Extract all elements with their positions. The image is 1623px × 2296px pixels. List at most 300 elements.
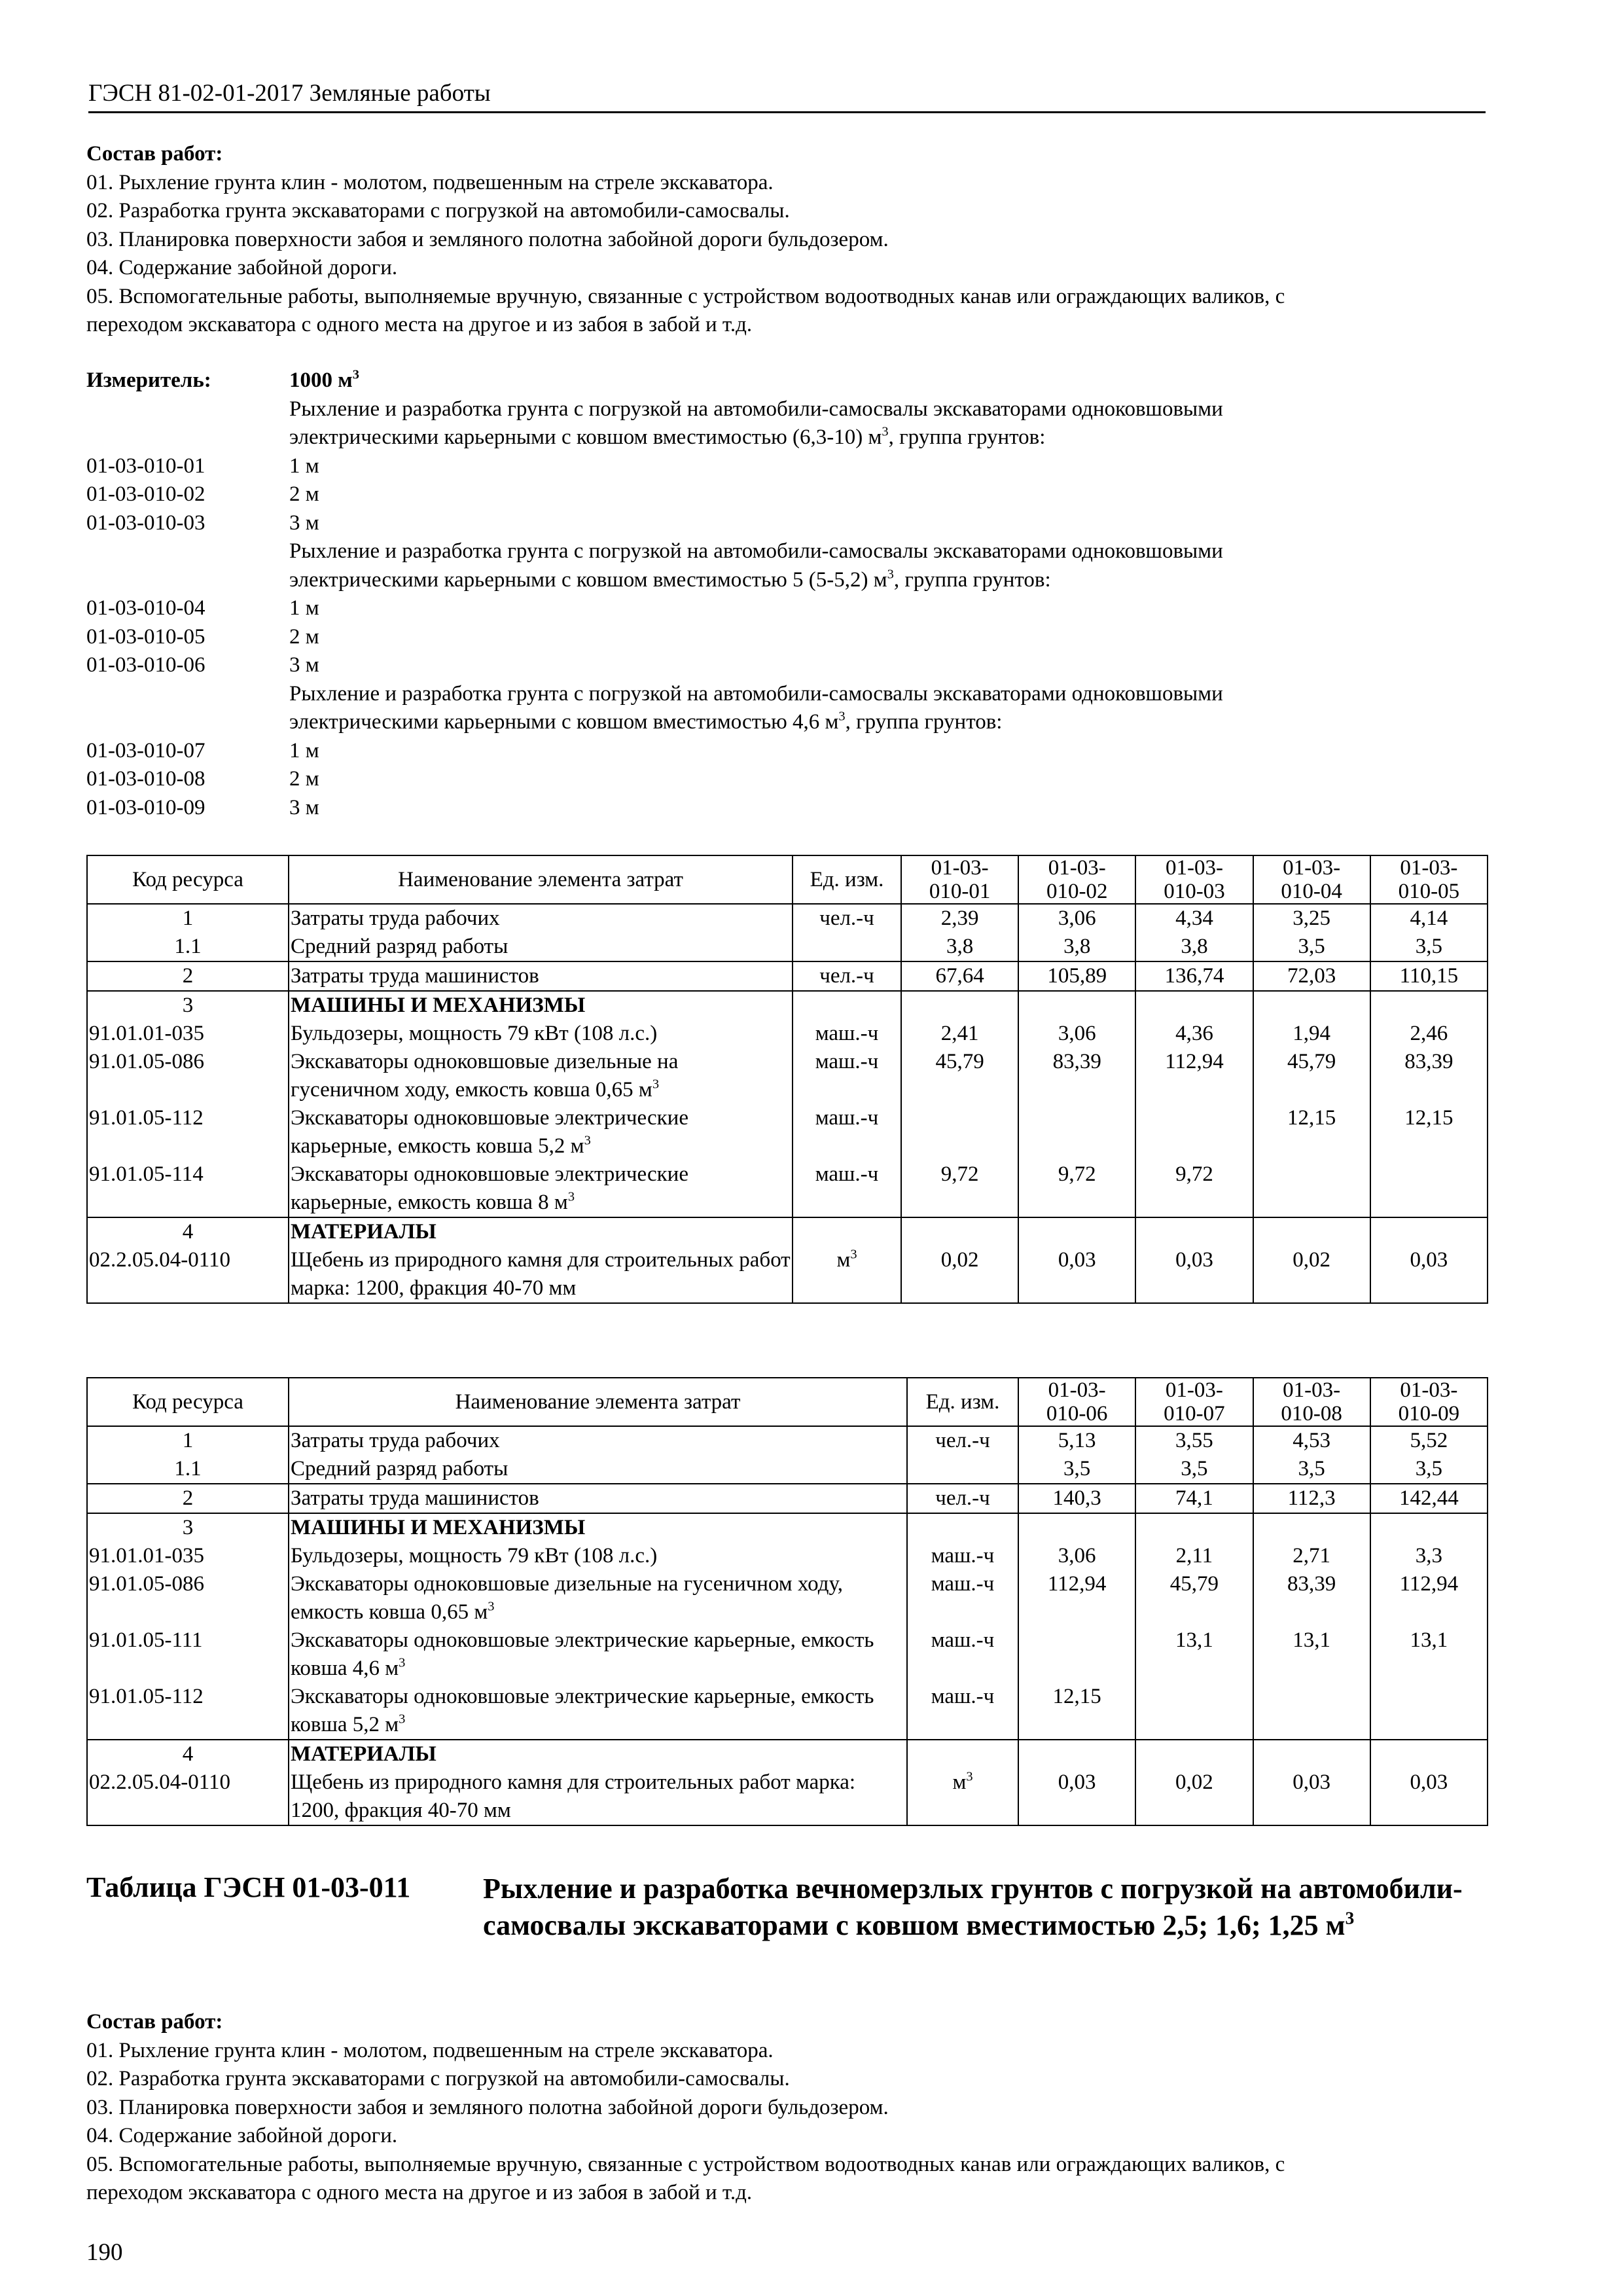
col-header-rate: 01-03- 010-08 — [1253, 1378, 1370, 1426]
cell-name-text: МАТЕРИАЛЫ — [291, 1220, 437, 1244]
cell-name — [289, 1484, 907, 1513]
rate-code: 01-03-010-09 — [86, 795, 205, 819]
cell-unit — [793, 1160, 901, 1217]
cell-value: 136,74 — [1135, 961, 1253, 991]
table-row — [87, 1455, 1488, 1484]
cell-unit-text: маш.-ч — [815, 1050, 879, 1073]
cell-unit-text: м — [952, 1770, 967, 1794]
composition-list — [86, 2037, 1487, 2208]
cell-value: 2,46 — [1370, 1020, 1488, 1048]
cell-code: 02.2.05.04-0110 — [87, 1246, 289, 1303]
cell-name-text: Средний разряд работы — [291, 1457, 508, 1480]
rate-group-description — [86, 708, 1487, 737]
cell-code: 91.01.05-114 — [87, 1160, 289, 1217]
cell-value: 2,71 — [1253, 1542, 1370, 1570]
table-row — [87, 1104, 1488, 1160]
composition-item: 02. Разработка грунта экскаваторами с погрузкой на автомобили-самосвалы. — [86, 199, 790, 223]
cell-name — [289, 1426, 907, 1455]
cell-unit — [907, 1768, 1018, 1825]
rate-text-after: , группа грунтов: — [845, 710, 1003, 734]
rate-code — [86, 423, 289, 452]
table-row — [87, 1020, 1488, 1048]
rate-text — [289, 623, 1487, 652]
cell-unit-text: м — [836, 1248, 851, 1272]
cell-name — [289, 904, 793, 933]
cell-unit-text: маш.-ч — [815, 1162, 879, 1186]
table-row — [87, 1217, 1488, 1246]
cell-value: 45,79 — [1253, 1048, 1370, 1104]
rate-text — [289, 594, 1487, 623]
rate-code — [86, 566, 289, 595]
col-header-rate: 01-03- 010-02 — [1018, 855, 1135, 904]
cell-value: 112,94 — [1018, 1570, 1135, 1626]
cell-value — [1253, 1160, 1370, 1217]
cell-value: 4,34 — [1135, 904, 1253, 933]
cell-unit-text: маш.-ч — [931, 1544, 995, 1568]
cell-value: 112,94 — [1370, 1570, 1488, 1626]
cell-value — [1370, 1217, 1488, 1246]
cell-value — [1253, 1740, 1370, 1768]
rate-text — [289, 452, 1487, 481]
cell-name-text: Экскаваторы одноковшовые электрические карьерные, емкость ковша 4,6 м — [291, 1628, 874, 1680]
cell-code: 2 — [87, 961, 289, 991]
cell-unit — [793, 933, 901, 961]
cell-value: 3,5 — [1253, 1455, 1370, 1484]
cell-code: 91.01.05-112 — [87, 1104, 289, 1160]
col-header-unit: Ед. изм. — [793, 855, 901, 904]
rate-code: 01-03-010-05 — [86, 624, 205, 649]
cell-value — [1018, 1217, 1135, 1246]
cell-value: 0,02 — [1253, 1246, 1370, 1303]
cell-name-text: МАТЕРИАЛЫ — [291, 1742, 437, 1766]
cell-value: 9,72 — [1135, 1160, 1253, 1217]
cell-value: 1,94 — [1253, 1020, 1370, 1048]
cell-name — [289, 1020, 793, 1048]
rate-text — [289, 794, 1487, 823]
cell-code: 1.1 — [87, 933, 289, 961]
rate-code — [86, 680, 289, 709]
cell-unit — [793, 1020, 901, 1048]
cell-name-sup: 3 — [399, 1712, 406, 1727]
composition-item: 04. Содержание забойной дороги. — [86, 256, 398, 279]
rate-text — [289, 537, 1487, 566]
cell-unit-text: маш.-ч — [815, 1106, 879, 1130]
table-row — [87, 1513, 1488, 1542]
cell-code: 3 — [87, 991, 289, 1020]
rate-text — [289, 509, 1487, 538]
rate-code: 01-03-010-06 — [86, 653, 205, 677]
cell-name — [289, 1217, 793, 1246]
cell-name — [289, 1455, 907, 1484]
cell-value: 0,02 — [1135, 1768, 1253, 1825]
rate-text — [289, 680, 1487, 709]
rate-text-main: 1 м — [289, 738, 319, 762]
rate-text-sup: 3 — [887, 567, 894, 582]
measure-label: Измеритель: — [86, 368, 211, 392]
cell-value — [1135, 1683, 1253, 1740]
cell-value — [901, 991, 1018, 1020]
rate-text-main: электрическими карьерными с ковшом вместимостью 5 (5-5,2) м — [289, 567, 887, 592]
composition-title: Состав работ: — [86, 142, 223, 166]
composition-item: 03. Планировка поверхности забоя и земляного полотна забойной дороги бульдозером. — [86, 2095, 889, 2119]
cell-name-text: Затраты труда машинистов — [291, 1486, 539, 1510]
cell-name-text: МАШИНЫ И МЕХАНИЗМЫ — [291, 994, 586, 1017]
rate-text — [289, 651, 1487, 680]
rate-code — [86, 708, 289, 737]
rate-text-main: 3 м — [289, 511, 319, 535]
cell-value: 72,03 — [1253, 961, 1370, 991]
composition-title: Состав работ: — [86, 2010, 223, 2034]
cell-name-text: Щебень из природного камня для строительных работ марка: 1200, фракция 40-70 мм — [291, 1770, 856, 1822]
rate-item — [86, 794, 1487, 823]
cell-value: 12,15 — [1018, 1683, 1135, 1740]
cell-value: 5,13 — [1018, 1426, 1135, 1455]
rate-code: 01-03-010-03 — [86, 511, 205, 535]
composition-item: 04. Содержание забойной дороги. — [86, 2124, 398, 2147]
cell-value — [1135, 991, 1253, 1020]
cell-value: 9,72 — [1018, 1160, 1135, 1217]
cell-name-text: Затраты труда рабочих — [291, 1429, 500, 1452]
rate-text-main: 2 м — [289, 624, 319, 649]
rate-items-list — [86, 395, 1487, 823]
cell-value — [1018, 1626, 1135, 1683]
cell-name — [289, 1570, 907, 1626]
cell-name-text: Щебень из природного камня для строительных работ марка: 1200, фракция 40-70 мм — [291, 1248, 791, 1300]
cell-unit — [907, 1484, 1018, 1513]
rate-text — [289, 737, 1487, 766]
cell-value: 45,79 — [1135, 1570, 1253, 1626]
cell-code: 02.2.05.04-0110 — [87, 1768, 289, 1825]
cell-value — [1370, 1513, 1488, 1542]
page-number: 190 — [86, 2239, 123, 2266]
rate-group-description — [86, 423, 1487, 452]
table-row — [87, 1570, 1488, 1626]
table-row — [87, 1426, 1488, 1455]
rate-text — [289, 765, 1487, 794]
rate-item — [86, 737, 1487, 766]
rate-text-main: 1 м — [289, 596, 319, 620]
rate-code: 01-03-010-08 — [86, 767, 205, 791]
cell-unit — [793, 1048, 901, 1104]
cell-value: 12,15 — [1370, 1104, 1488, 1160]
cell-name-text: Средний разряд работы — [291, 935, 508, 958]
cell-name-text: Экскаваторы одноковшовые электрические карьерные, емкость ковша 8 м — [291, 1162, 688, 1214]
cell-name-sup: 3 — [399, 1655, 406, 1670]
cell-value: 3,25 — [1253, 904, 1370, 933]
cell-unit — [907, 1740, 1018, 1768]
cell-value — [1018, 1104, 1135, 1160]
cell-code: 1.1 — [87, 1455, 289, 1484]
cell-value: 4,36 — [1135, 1020, 1253, 1048]
cell-value: 0,03 — [1253, 1768, 1370, 1825]
cell-unit — [907, 1426, 1018, 1455]
cell-value: 140,3 — [1018, 1484, 1135, 1513]
composition-item: 02. Разработка грунта экскаваторами с погрузкой на автомобили-самосвалы. — [86, 2067, 790, 2090]
table-row — [87, 1160, 1488, 1217]
cell-name-text: Затраты труда машинистов — [291, 964, 539, 988]
cell-value — [1018, 991, 1135, 1020]
cell-value: 83,39 — [1253, 1570, 1370, 1626]
rate-text — [289, 480, 1487, 509]
cell-name — [289, 933, 793, 961]
cell-value: 45,79 — [901, 1048, 1018, 1104]
cell-unit — [793, 1246, 901, 1303]
table-row — [87, 1048, 1488, 1104]
cell-name — [289, 1160, 793, 1217]
cell-unit-sup: 3 — [850, 1247, 857, 1262]
cell-code: 1 — [87, 1426, 289, 1455]
cell-unit — [793, 1217, 901, 1246]
cell-value: 3,8 — [1135, 933, 1253, 961]
cell-unit-sup: 3 — [966, 1769, 973, 1784]
table-row — [87, 1542, 1488, 1570]
rate-group-description — [86, 537, 1487, 566]
cell-code: 1 — [87, 904, 289, 933]
cell-unit-text: маш.-ч — [931, 1572, 995, 1596]
table-row — [87, 1246, 1488, 1303]
cell-name — [289, 1048, 793, 1104]
cell-value — [1370, 991, 1488, 1020]
cell-unit-text: маш.-ч — [815, 1022, 879, 1045]
cell-name-text: Бульдозеры, мощность 79 кВт (108 л.с.) — [291, 1544, 658, 1568]
table-number: Таблица ГЭСН 01-03-011 — [86, 1871, 411, 1903]
cell-value: 4,53 — [1253, 1426, 1370, 1455]
rate-text-after: , группа грунтов: — [888, 425, 1046, 449]
col-header-rate: 01-03- 010-05 — [1370, 855, 1488, 904]
cell-code: 4 — [87, 1217, 289, 1246]
cell-value: 83,39 — [1370, 1048, 1488, 1104]
cell-unit-text: маш.-ч — [931, 1628, 995, 1652]
cell-value: 3,55 — [1135, 1426, 1253, 1455]
rate-group-description — [86, 680, 1487, 709]
cell-value: 0,02 — [901, 1246, 1018, 1303]
rate-text-main: электрическими карьерными с ковшом вместимостью 4,6 м — [289, 710, 839, 734]
table-row — [87, 961, 1488, 991]
rate-item — [86, 765, 1487, 794]
cell-code: 91.01.05-111 — [87, 1626, 289, 1683]
rate-code: 01-03-010-07 — [86, 738, 205, 762]
cell-name — [289, 991, 793, 1020]
cell-unit-text: чел.-ч — [819, 906, 874, 930]
cell-value: 3,06 — [1018, 904, 1135, 933]
cell-name — [289, 1740, 907, 1768]
table-row — [87, 991, 1488, 1020]
col-header-rate: 01-03- 010-01 — [901, 855, 1018, 904]
cell-name-text: Бульдозеры, мощность 79 кВт (108 л.с.) — [291, 1022, 658, 1045]
cell-unit-text: чел.-ч — [935, 1486, 990, 1510]
cell-code: 91.01.05-086 — [87, 1570, 289, 1626]
cell-value — [901, 1104, 1018, 1160]
cell-value: 110,15 — [1370, 961, 1488, 991]
composition-item: 01. Рыхление грунта клин - молотом, подвешенным на стреле экскаватора. — [86, 2038, 774, 2062]
col-header-name: Наименование элемента затрат — [289, 855, 793, 904]
cell-value: 0,03 — [1135, 1246, 1253, 1303]
rate-item — [86, 452, 1487, 481]
cell-name-sup: 3 — [652, 1077, 660, 1092]
cell-value: 3,5 — [1135, 1455, 1253, 1484]
rate-item — [86, 623, 1487, 652]
cell-value — [1135, 1513, 1253, 1542]
composition-list — [86, 169, 1487, 340]
table-row — [87, 1683, 1488, 1740]
cell-unit — [907, 1626, 1018, 1683]
rate-text-main: Рыхление и разработка грунта с погрузкой на автомобили-самосвалы экскаваторами одноковшовыми — [289, 539, 1223, 563]
cell-value: 0,03 — [1370, 1768, 1488, 1825]
rate-text-main: 2 м — [289, 482, 319, 506]
cell-unit — [793, 991, 901, 1020]
cell-value: 105,89 — [1018, 961, 1135, 991]
cell-value — [1135, 1217, 1253, 1246]
measure-value: 1000 $м^3$ — [289, 367, 359, 392]
cell-name-text: Затраты труда рабочих — [291, 906, 500, 930]
cell-unit — [907, 1570, 1018, 1626]
cell-code: 3 — [87, 1513, 289, 1542]
cell-unit — [907, 1455, 1018, 1484]
composition-item: 01. Рыхление грунта клин - молотом, подвешенным на стреле экскаватора. — [86, 170, 774, 194]
rate-text-main: 3 м — [289, 653, 319, 677]
cell-value — [1370, 1740, 1488, 1768]
rate-item — [86, 509, 1487, 538]
rate-text — [289, 395, 1487, 424]
measure-section — [86, 367, 1487, 822]
cell-value: 12,15 — [1253, 1104, 1370, 1160]
cell-value: 9,72 — [901, 1160, 1018, 1217]
rate-text-main: 1 м — [289, 454, 319, 478]
running-header: ГЭСН 81-02-01-2017 Земляные работы — [88, 77, 1486, 113]
cell-value: 0,03 — [1370, 1246, 1488, 1303]
cell-name-text: Экскаваторы одноковшовые электрические карьерные, емкость ковша 5,2 м — [291, 1685, 874, 1736]
table-title: Рыхление и разработка вечномерзлых грунтов с погрузкой на автомобили-самосвалы экскаваторами с ковшом вместимостью 2,5; 1,6; 1,25 $м^3$ — [483, 1873, 1463, 1941]
cell-name — [289, 1104, 793, 1160]
rate-text-sup: 3 — [882, 424, 889, 439]
cell-unit — [793, 961, 901, 991]
rate-text-main: 3 м — [289, 795, 319, 819]
table-row — [87, 1740, 1488, 1768]
cell-unit-text: чел.-ч — [935, 1429, 990, 1452]
cell-value — [1370, 1160, 1488, 1217]
cell-value — [1253, 1683, 1370, 1740]
cell-code: 91.01.01-035 — [87, 1020, 289, 1048]
cell-value: 112,3 — [1253, 1484, 1370, 1513]
rate-text-main: электрическими карьерными с ковшом вместимостью (6,3-10) м — [289, 425, 882, 449]
table-row — [87, 933, 1488, 961]
table-row — [87, 1768, 1488, 1825]
rate-text-after: , группа грунтов: — [893, 567, 1051, 592]
cell-unit-text: маш.-ч — [931, 1685, 995, 1708]
rate-text-sup: 3 — [838, 709, 846, 724]
cell-value: 3,5 — [1018, 1455, 1135, 1484]
col-header-rate: 01-03- 010-06 — [1018, 1378, 1135, 1426]
cell-value: 3,8 — [901, 933, 1018, 961]
composition-item: переходом экскаватора с одного места на другое и из забоя в забой и т.д. — [86, 313, 753, 336]
rate-item — [86, 594, 1487, 623]
composition-item: 05. Вспомогательные работы, выполняемые вручную, связанные с устройством водоотводных канав или ограждающих валиков, с — [86, 2152, 1285, 2176]
cell-name-sup: 3 — [567, 1189, 575, 1204]
cell-code: 4 — [87, 1740, 289, 1768]
cell-unit — [793, 1104, 901, 1160]
cell-value: 3,06 — [1018, 1020, 1135, 1048]
composition-item: 05. Вспомогательные работы, выполняемые вручную, связанные с устройством водоотводных канав или ограждающих валиков, с — [86, 284, 1285, 308]
rate-text-main: Рыхление и разработка грунта с погрузкой на автомобили-самосвалы экскаваторами одноковшовыми — [289, 681, 1223, 706]
cell-value: 142,44 — [1370, 1484, 1488, 1513]
rate-text-main: Рыхление и разработка грунта с погрузкой на автомобили-самосвалы экскаваторами одноковшовыми — [289, 397, 1223, 421]
cell-value — [1253, 1217, 1370, 1246]
cell-value: 2,39 — [901, 904, 1018, 933]
cell-value: 3,8 — [1018, 933, 1135, 961]
table-row — [87, 1484, 1488, 1513]
cell-name — [289, 1246, 793, 1303]
composition-item: переходом экскаватора с одного места на другое и из забоя в забой и т.д. — [86, 2181, 753, 2204]
table-header-row — [87, 1378, 1488, 1426]
cell-value: 13,1 — [1253, 1626, 1370, 1683]
cell-value — [1135, 1740, 1253, 1768]
cell-name-text: Экскаваторы одноковшовые электрические карьерные, емкость ковша 5,2 м — [291, 1106, 688, 1158]
rate-item — [86, 480, 1487, 509]
cell-value: 0,03 — [1018, 1768, 1135, 1825]
cell-name — [289, 1542, 907, 1570]
cell-unit — [793, 904, 901, 933]
rate-code: 01-03-010-04 — [86, 596, 205, 620]
resource-table-2 — [86, 1377, 1488, 1826]
rate-text — [289, 708, 1487, 737]
rate-text-main: 2 м — [289, 767, 319, 791]
rate-text — [289, 566, 1487, 595]
col-header-rate: 01-03- 010-09 — [1370, 1378, 1488, 1426]
col-header-name: Наименование элемента затрат — [289, 1378, 907, 1426]
col-header-rate: 01-03- 010-04 — [1253, 855, 1370, 904]
rate-code: 01-03-010-01 — [86, 454, 205, 478]
cell-value — [1135, 1104, 1253, 1160]
cell-value — [1018, 1513, 1135, 1542]
col-header-rate: 01-03- 010-07 — [1135, 1378, 1253, 1426]
cell-value: 83,39 — [1018, 1048, 1135, 1104]
rate-code — [86, 395, 289, 424]
cell-unit — [907, 1542, 1018, 1570]
cell-code: 91.01.05-112 — [87, 1683, 289, 1740]
rate-group-description — [86, 395, 1487, 424]
cell-value: 2,41 — [901, 1020, 1018, 1048]
cell-name-text: МАШИНЫ И МЕХАНИЗМЫ — [291, 1516, 586, 1539]
cell-value: 5,52 — [1370, 1426, 1488, 1455]
table-row — [87, 904, 1488, 933]
cell-code: 91.01.05-086 — [87, 1048, 289, 1104]
rate-text — [289, 423, 1487, 452]
cell-name — [289, 1626, 907, 1683]
cell-name-sup: 3 — [584, 1133, 591, 1148]
cell-value: 13,1 — [1135, 1626, 1253, 1683]
cell-value — [901, 1217, 1018, 1246]
cell-value: 67,64 — [901, 961, 1018, 991]
col-header-code: Код ресурса — [87, 1378, 289, 1426]
cell-value: 3,3 — [1370, 1542, 1488, 1570]
cell-value: 3,5 — [1370, 933, 1488, 961]
resource-table-1 — [86, 855, 1488, 1304]
cell-name — [289, 961, 793, 991]
rate-code — [86, 537, 289, 566]
cell-name-text: Экскаваторы одноковшовые дизельные на гусеничном ходу, емкость ковша 0,65 м — [291, 1572, 843, 1624]
cell-value: 3,06 — [1018, 1542, 1135, 1570]
cell-unit-text: чел.-ч — [819, 964, 874, 988]
rate-group-description — [86, 566, 1487, 595]
col-header-rate: 01-03- 010-03 — [1135, 855, 1253, 904]
col-header-unit: Ед. изм. — [907, 1378, 1018, 1426]
cell-unit — [907, 1683, 1018, 1740]
table-header-row — [87, 855, 1488, 904]
rate-code: 01-03-010-02 — [86, 482, 205, 506]
cell-code: 91.01.01-035 — [87, 1542, 289, 1570]
cell-value: 3,5 — [1253, 933, 1370, 961]
cell-value: 0,03 — [1018, 1246, 1135, 1303]
